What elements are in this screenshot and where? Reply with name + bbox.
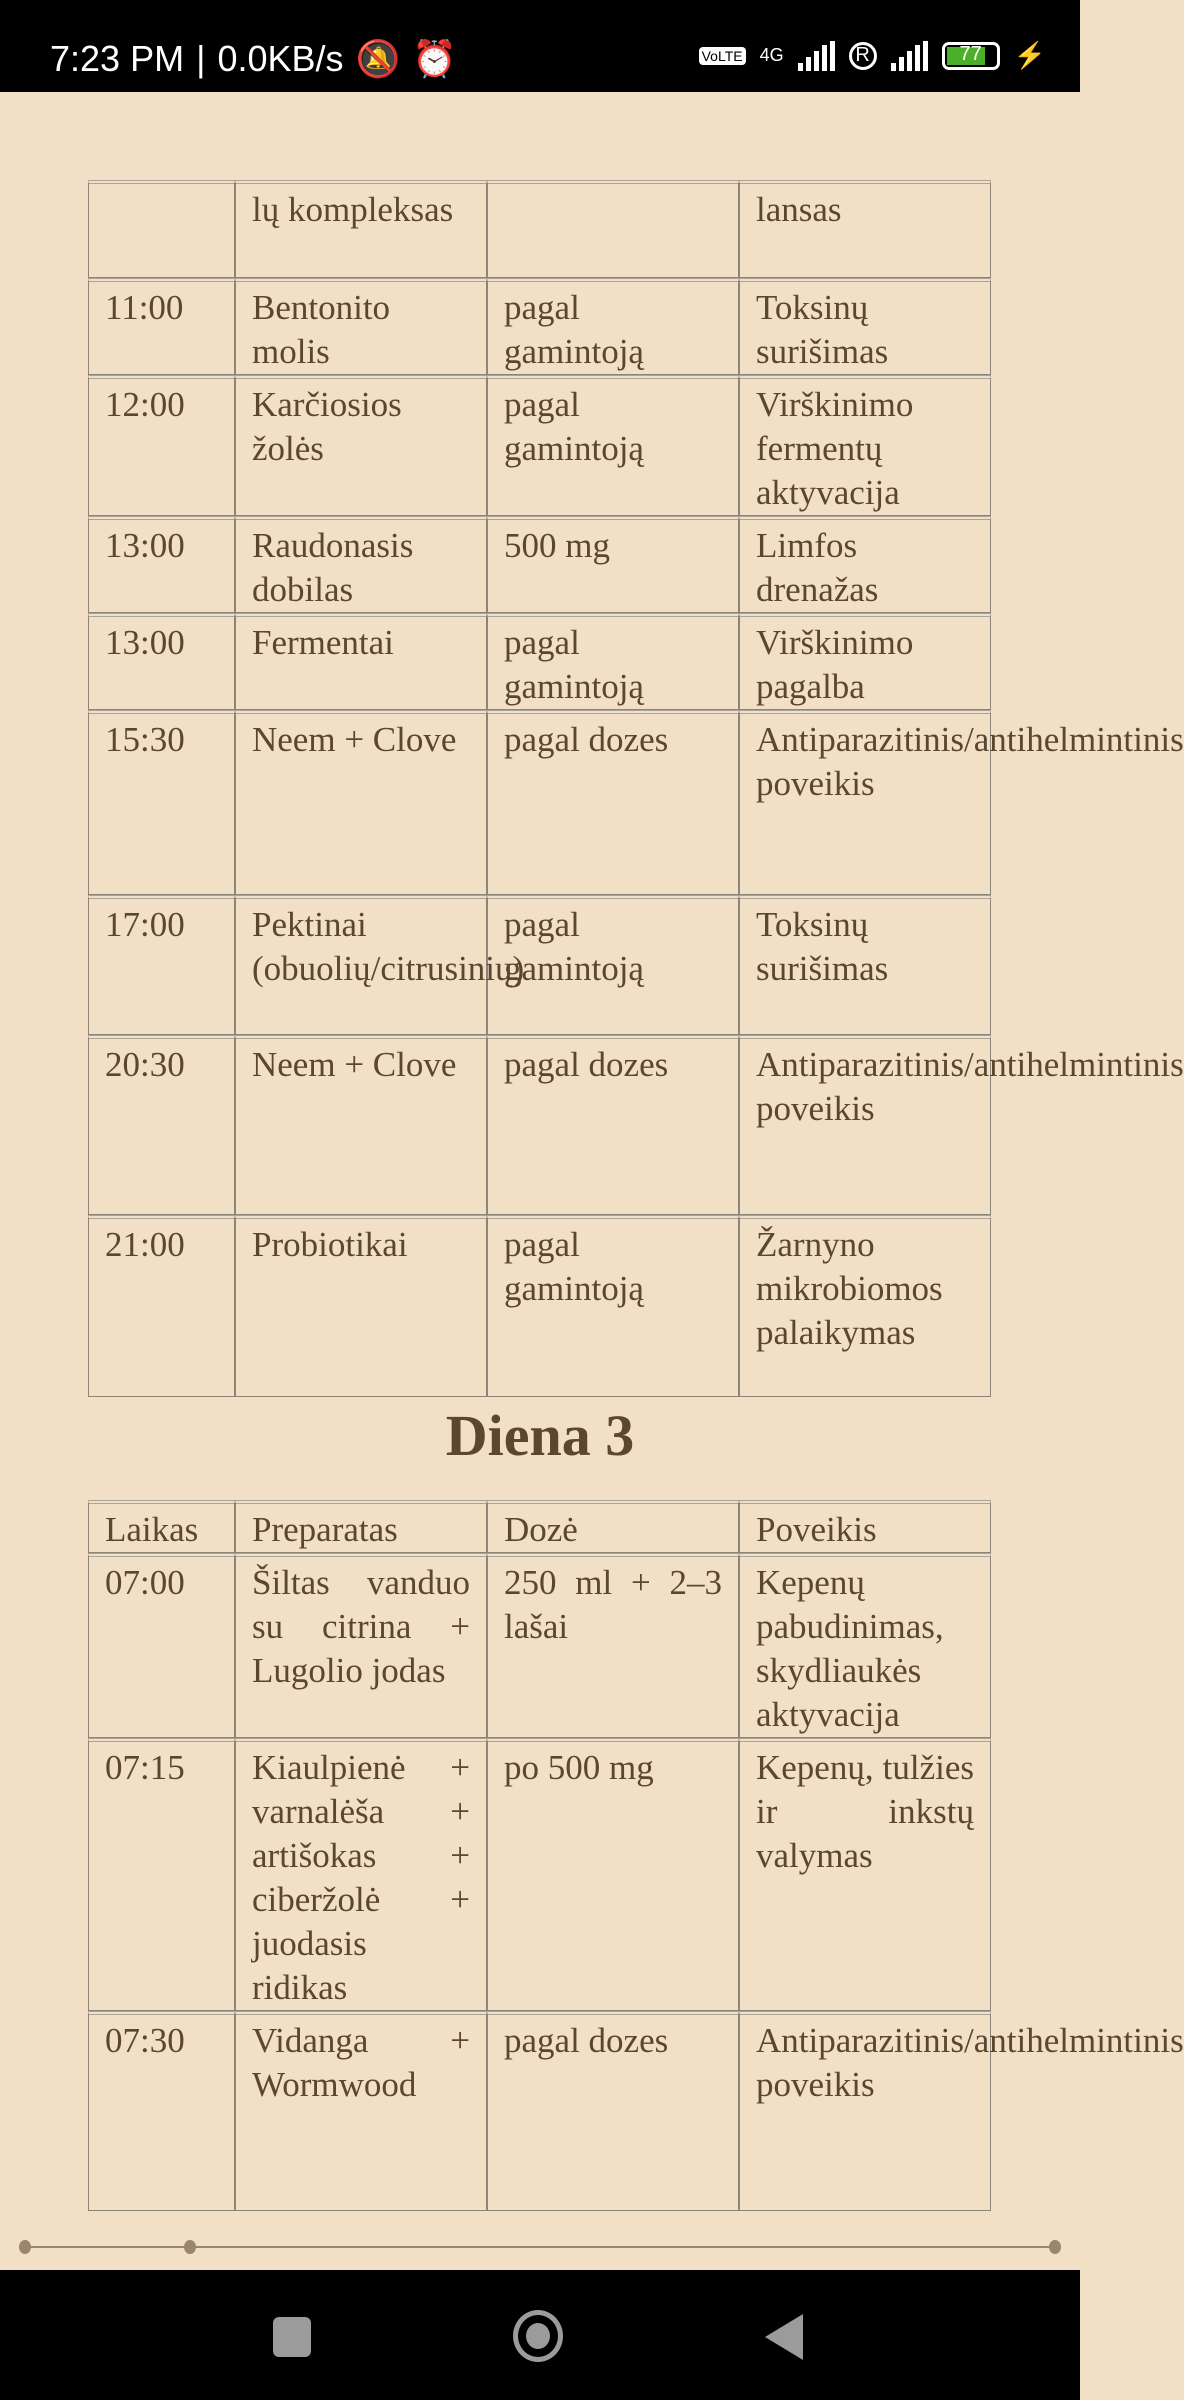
cell-preparation: Kiaulpienė + varnalėša + artišokas + ciberžolė + juodasis ridikas <box>235 1738 487 2011</box>
cell-dose: pagal dozes <box>487 1035 739 1215</box>
cell-preparation: Fermentai <box>235 613 487 710</box>
cell-effect: lansas <box>739 180 991 278</box>
cell-preparation: Šiltas vanduo su citrina + Lugolio jodas <box>235 1553 487 1738</box>
schedule-table-day3 <box>88 1500 1184 2211</box>
cell-dose: pagal gamintoją <box>487 278 739 375</box>
home-button[interactable] <box>513 2310 563 2362</box>
volte-icon: VoLTE <box>699 47 746 65</box>
alarm-icon: ⏰ <box>412 38 458 79</box>
signal-icon-2 <box>891 41 928 71</box>
cell-effect: Limfos drenažas <box>739 516 991 613</box>
cell-dose: pagal gamintoją <box>487 1215 739 1397</box>
cell-preparation: Pektinai (obuolių/citrusinių) <box>235 895 487 1035</box>
cell-effect: Antiparazitinis/antihelmintinis poveikis <box>739 1035 991 1215</box>
cell-time: 13:00 <box>88 613 235 710</box>
cell-preparation: lų kompleksas <box>235 180 487 278</box>
header-preparation: Preparatas <box>235 1500 487 1553</box>
table-row <box>88 278 991 375</box>
table-header-row <box>88 1500 991 1553</box>
cell-effect: Antiparazitinis/antihelmintinis poveikis <box>739 710 991 895</box>
table-row <box>88 375 991 516</box>
cell-effect: Žarnyno mikrobiomos palaikymas <box>739 1215 991 1397</box>
cell-dose: pagal gamintoją <box>487 895 739 1035</box>
reader-content <box>0 92 1184 2180</box>
cell-preparation: Neem + Clove <box>235 1035 487 1215</box>
cell-time: 21:00 <box>88 1215 235 1397</box>
header-effect: Poveikis <box>739 1500 991 1553</box>
reading-progress-bar[interactable] <box>25 2246 1055 2248</box>
cell-effect: Toksinų surišimas <box>739 278 991 375</box>
cell-time: 15:30 <box>88 710 235 895</box>
cell-preparation: Karčiosios žolės <box>235 375 487 516</box>
recents-button[interactable] <box>273 2317 311 2357</box>
status-bar <box>0 0 1080 92</box>
progress-handle[interactable] <box>184 2240 196 2254</box>
charging-icon: ⚡ <box>1013 40 1046 70</box>
table-row <box>88 2011 991 2211</box>
cell-dose <box>487 180 739 278</box>
separator: | <box>196 38 206 79</box>
progress-end-dot <box>1049 2240 1061 2254</box>
roaming-icon: R <box>849 42 877 70</box>
table-row <box>88 710 991 895</box>
battery-level: 77 <box>959 42 982 65</box>
cell-effect: Virškinimo pagalba <box>739 613 991 710</box>
schedule-table-day2 <box>88 180 1184 1397</box>
cell-time <box>88 180 235 278</box>
cell-preparation: Probiotikai <box>235 1215 487 1397</box>
clock: 7:23 PM <box>50 38 185 79</box>
table-row <box>88 1738 991 2011</box>
table-row <box>88 1035 991 1215</box>
mute-bell-icon: 🔕 <box>355 38 401 79</box>
table-row <box>88 1553 991 1738</box>
cell-time: 13:00 <box>88 516 235 613</box>
cell-effect: Virškinimo fermentų aktyvacija <box>739 375 991 516</box>
navigation-bar <box>0 2270 1080 2400</box>
signal-icon <box>798 41 835 71</box>
progress-start-dot <box>19 2240 31 2254</box>
table-row <box>88 516 991 613</box>
table-row <box>88 1215 991 1397</box>
cell-time: 07:15 <box>88 1738 235 2011</box>
cell-effect: Kepenų, tulžies ir inkstų valymas <box>739 1738 991 2011</box>
cell-time: 11:00 <box>88 278 235 375</box>
cell-time: 12:00 <box>88 375 235 516</box>
battery-icon <box>942 42 1000 70</box>
cell-preparation: Raudonasis dobilas <box>235 516 487 613</box>
cell-preparation: Bentonito molis <box>235 278 487 375</box>
cell-dose: pagal gamintoją <box>487 613 739 710</box>
table-row <box>88 895 991 1035</box>
cell-dose: 250 ml + 2–3 lašai <box>487 1553 739 1738</box>
cell-preparation: Vidanga + Wormwood <box>235 2011 487 2211</box>
table-row <box>88 180 991 278</box>
cell-time: 07:00 <box>88 1553 235 1738</box>
cell-dose: pagal gamintoją <box>487 375 739 516</box>
net-speed: 0.0KB/s <box>217 38 344 79</box>
cell-time: 20:30 <box>88 1035 235 1215</box>
cell-time: 17:00 <box>88 895 235 1035</box>
cell-effect: Antiparazitinis/antihelmintinis poveikis <box>739 2011 991 2211</box>
cell-dose: 500 mg <box>487 516 739 613</box>
header-dose: Dozė <box>487 1500 739 1553</box>
cell-time: 07:30 <box>88 2011 235 2211</box>
network-type: 4G <box>759 45 784 65</box>
header-time: Laikas <box>88 1500 235 1553</box>
day-heading: Diena 3 <box>445 1403 635 1468</box>
back-button[interactable] <box>765 2314 803 2360</box>
cell-effect: Kepenų pabudinimas, skydliaukės aktyvacija <box>739 1553 991 1738</box>
cell-preparation: Neem + Clove <box>235 710 487 895</box>
cell-dose: pagal dozes <box>487 2011 739 2211</box>
cell-dose: pagal dozes <box>487 710 739 895</box>
cell-dose: po 500 mg <box>487 1738 739 2011</box>
cell-effect: Toksinų surišimas <box>739 895 991 1035</box>
table-row <box>88 613 991 710</box>
